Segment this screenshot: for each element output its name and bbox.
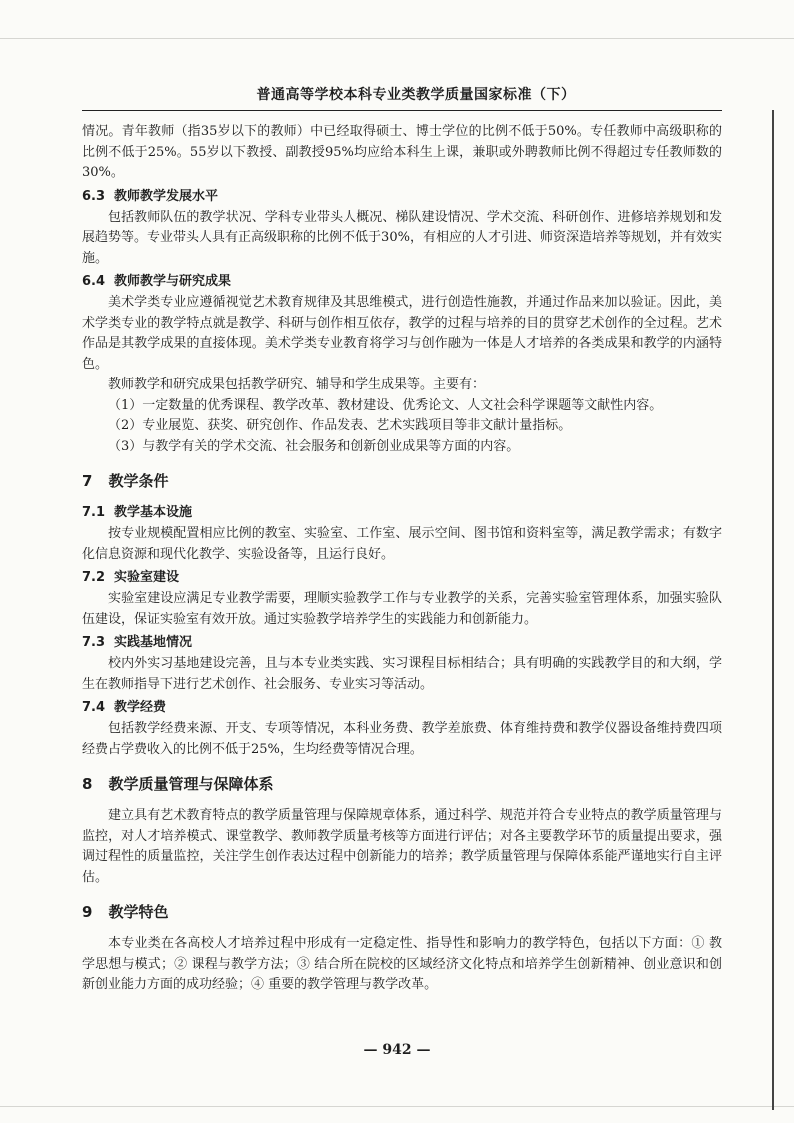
header-rule <box>82 110 722 111</box>
heading-number: 7.2 <box>82 570 106 585</box>
section-heading <box>82 774 722 794</box>
heading-number: 7 <box>82 472 93 490</box>
subsection-heading <box>82 633 722 653</box>
page-number: — 942 — <box>363 1042 431 1058</box>
paragraph: 包括教师队伍的教学状况、学科专业带头人概况、梯队建设情况、学术交流、科研创作、进修培养规划和发展趋势等。专业带头人具有正高级职称的比例不低于30%，有相应的人才引进、师资深造培养等规划，并有效实施。 <box>82 209 722 266</box>
heading-number: 7.3 <box>82 635 106 650</box>
paragraph: 本专业类在各高校人才培养过程中形成有一定稳定性、指导性和影响力的教学特色，包括以下方面：① 教学思想与模式；② 课程与教学方法；③ 结合所在院校的区域经济文化特点和培养学生创新精神、创业意识和创新创业能力方面的成功经验；④ 重要的教学管理与教学改革。 <box>82 936 722 992</box>
paragraph: 按专业规模配置相应比例的教室、实验室、工作室、展示空间、图书馆和资料室等，满足教学需求；有数字化信息资源和现代化教学、实验设备等，且运行良好。 <box>82 526 722 562</box>
heading-number: 6.3 <box>82 188 106 204</box>
heading-number: 7.1 <box>82 505 106 520</box>
subsection-heading <box>82 503 722 523</box>
heading-title: 教学特色 <box>108 903 169 921</box>
subsection-heading <box>82 187 722 207</box>
paragraph: 建立具有艺术教育特点的教学质量管理与保障规章体系，通过科学、规范并符合专业特点的教学质量管理与监控，对人才培养模式、课堂教学、教师教学质量考核等方面进行评估；对各主要教学环节的质量提出要求，强调过程性的质量监控，关注学生创作表达过程中创新能力的培养；教学质量管理与保障体系能严谨地实行自主评估。 <box>82 808 722 885</box>
scan-edge <box>772 110 774 1110</box>
paragraph: 包括教学经费来源、开支、专项等情况，本科业务费、教学差旅费、体育维持费和教学仪器设备维持费四项经费占学费收入的比例不低于25%，生均经费等情况合理。 <box>82 721 722 757</box>
running-header: 普通高等学校本科专业类教学质量国家标准（下） <box>256 87 576 103</box>
paragraph: （2）专业展览、获奖、研究创作、作品发表、艺术实践项目等非文献计量指标。 <box>108 418 572 433</box>
paragraph: （3）与教学有关的学术交流、社会服务和创新创业成果等方面的内容。 <box>108 438 520 454</box>
paragraph: 美术学类专业应遵循视觉艺术教育规律及其思维模式，进行创造性施教，并通过作品来加以验证。因此，美术学类专业的教学特点就是教学、科研与创作相互依存，教学的过程与培养的目的贯穿艺术创作的全过程。艺术作品是其教学成果的直接体现。美术学类专业教育将学习与创作融为一体是人才培养的各类成果和教学的内涵特色。 <box>82 295 722 372</box>
page-body <box>82 122 722 996</box>
subsection-heading <box>82 698 722 718</box>
section-heading <box>82 471 722 491</box>
heading-number: 7.4 <box>82 700 106 715</box>
scan-artifact-top <box>0 38 794 39</box>
scan-artifact-bottom <box>0 1106 794 1107</box>
subsection-heading <box>82 568 722 588</box>
paragraph: 情况。青年教师（指35岁以下的教师）中已经取得硕士、博士学位的比例不低于50%。专任教师中高级职称的比例不低于25%。55岁以下教授、副教授95%均应给本科生上课，兼职或外聘教师比例不得超过专任教师数的30%。 <box>82 124 722 180</box>
heading-title: 教学基本设施 <box>114 505 193 520</box>
heading-number: 8 <box>82 775 93 793</box>
section-heading <box>82 902 722 922</box>
paragraph: 实验室建设应满足专业教学需要，理顺实验教学工作与专业教学的关系，完善实验室管理体系，加强实验队伍建设，保证实验室有效开放。通过实验教学培养学生的实践能力和创新能力。 <box>82 591 722 627</box>
heading-title: 教师教学发展水平 <box>114 188 219 204</box>
heading-title: 实践基地情况 <box>114 635 193 650</box>
heading-title: 教学条件 <box>108 472 169 490</box>
heading-title: 实验室建设 <box>114 570 180 585</box>
heading-title: 教师教学与研究成果 <box>114 274 232 289</box>
heading-title: 教学质量管理与保障体系 <box>108 775 274 793</box>
heading-number: 6.4 <box>82 274 106 289</box>
paragraph: （1）一定数量的优秀课程、教学改革、教材建设、优秀论文、人文社会科学课题等文献性内容。 <box>108 397 663 413</box>
paragraph: 校内外实习基地建设完善，且与本专业类实践、实习课程目标相结合；具有明确的实践教学目的和大纲，学生在教师指导下进行艺术创作、社会服务、专业实习等活动。 <box>82 656 722 692</box>
paragraph: 教师教学和研究成果包括教学研究、辅导和学生成果等。主要有： <box>108 377 486 392</box>
heading-number: 9 <box>82 903 93 921</box>
subsection-heading <box>82 272 722 292</box>
heading-title: 教学经费 <box>114 700 167 715</box>
